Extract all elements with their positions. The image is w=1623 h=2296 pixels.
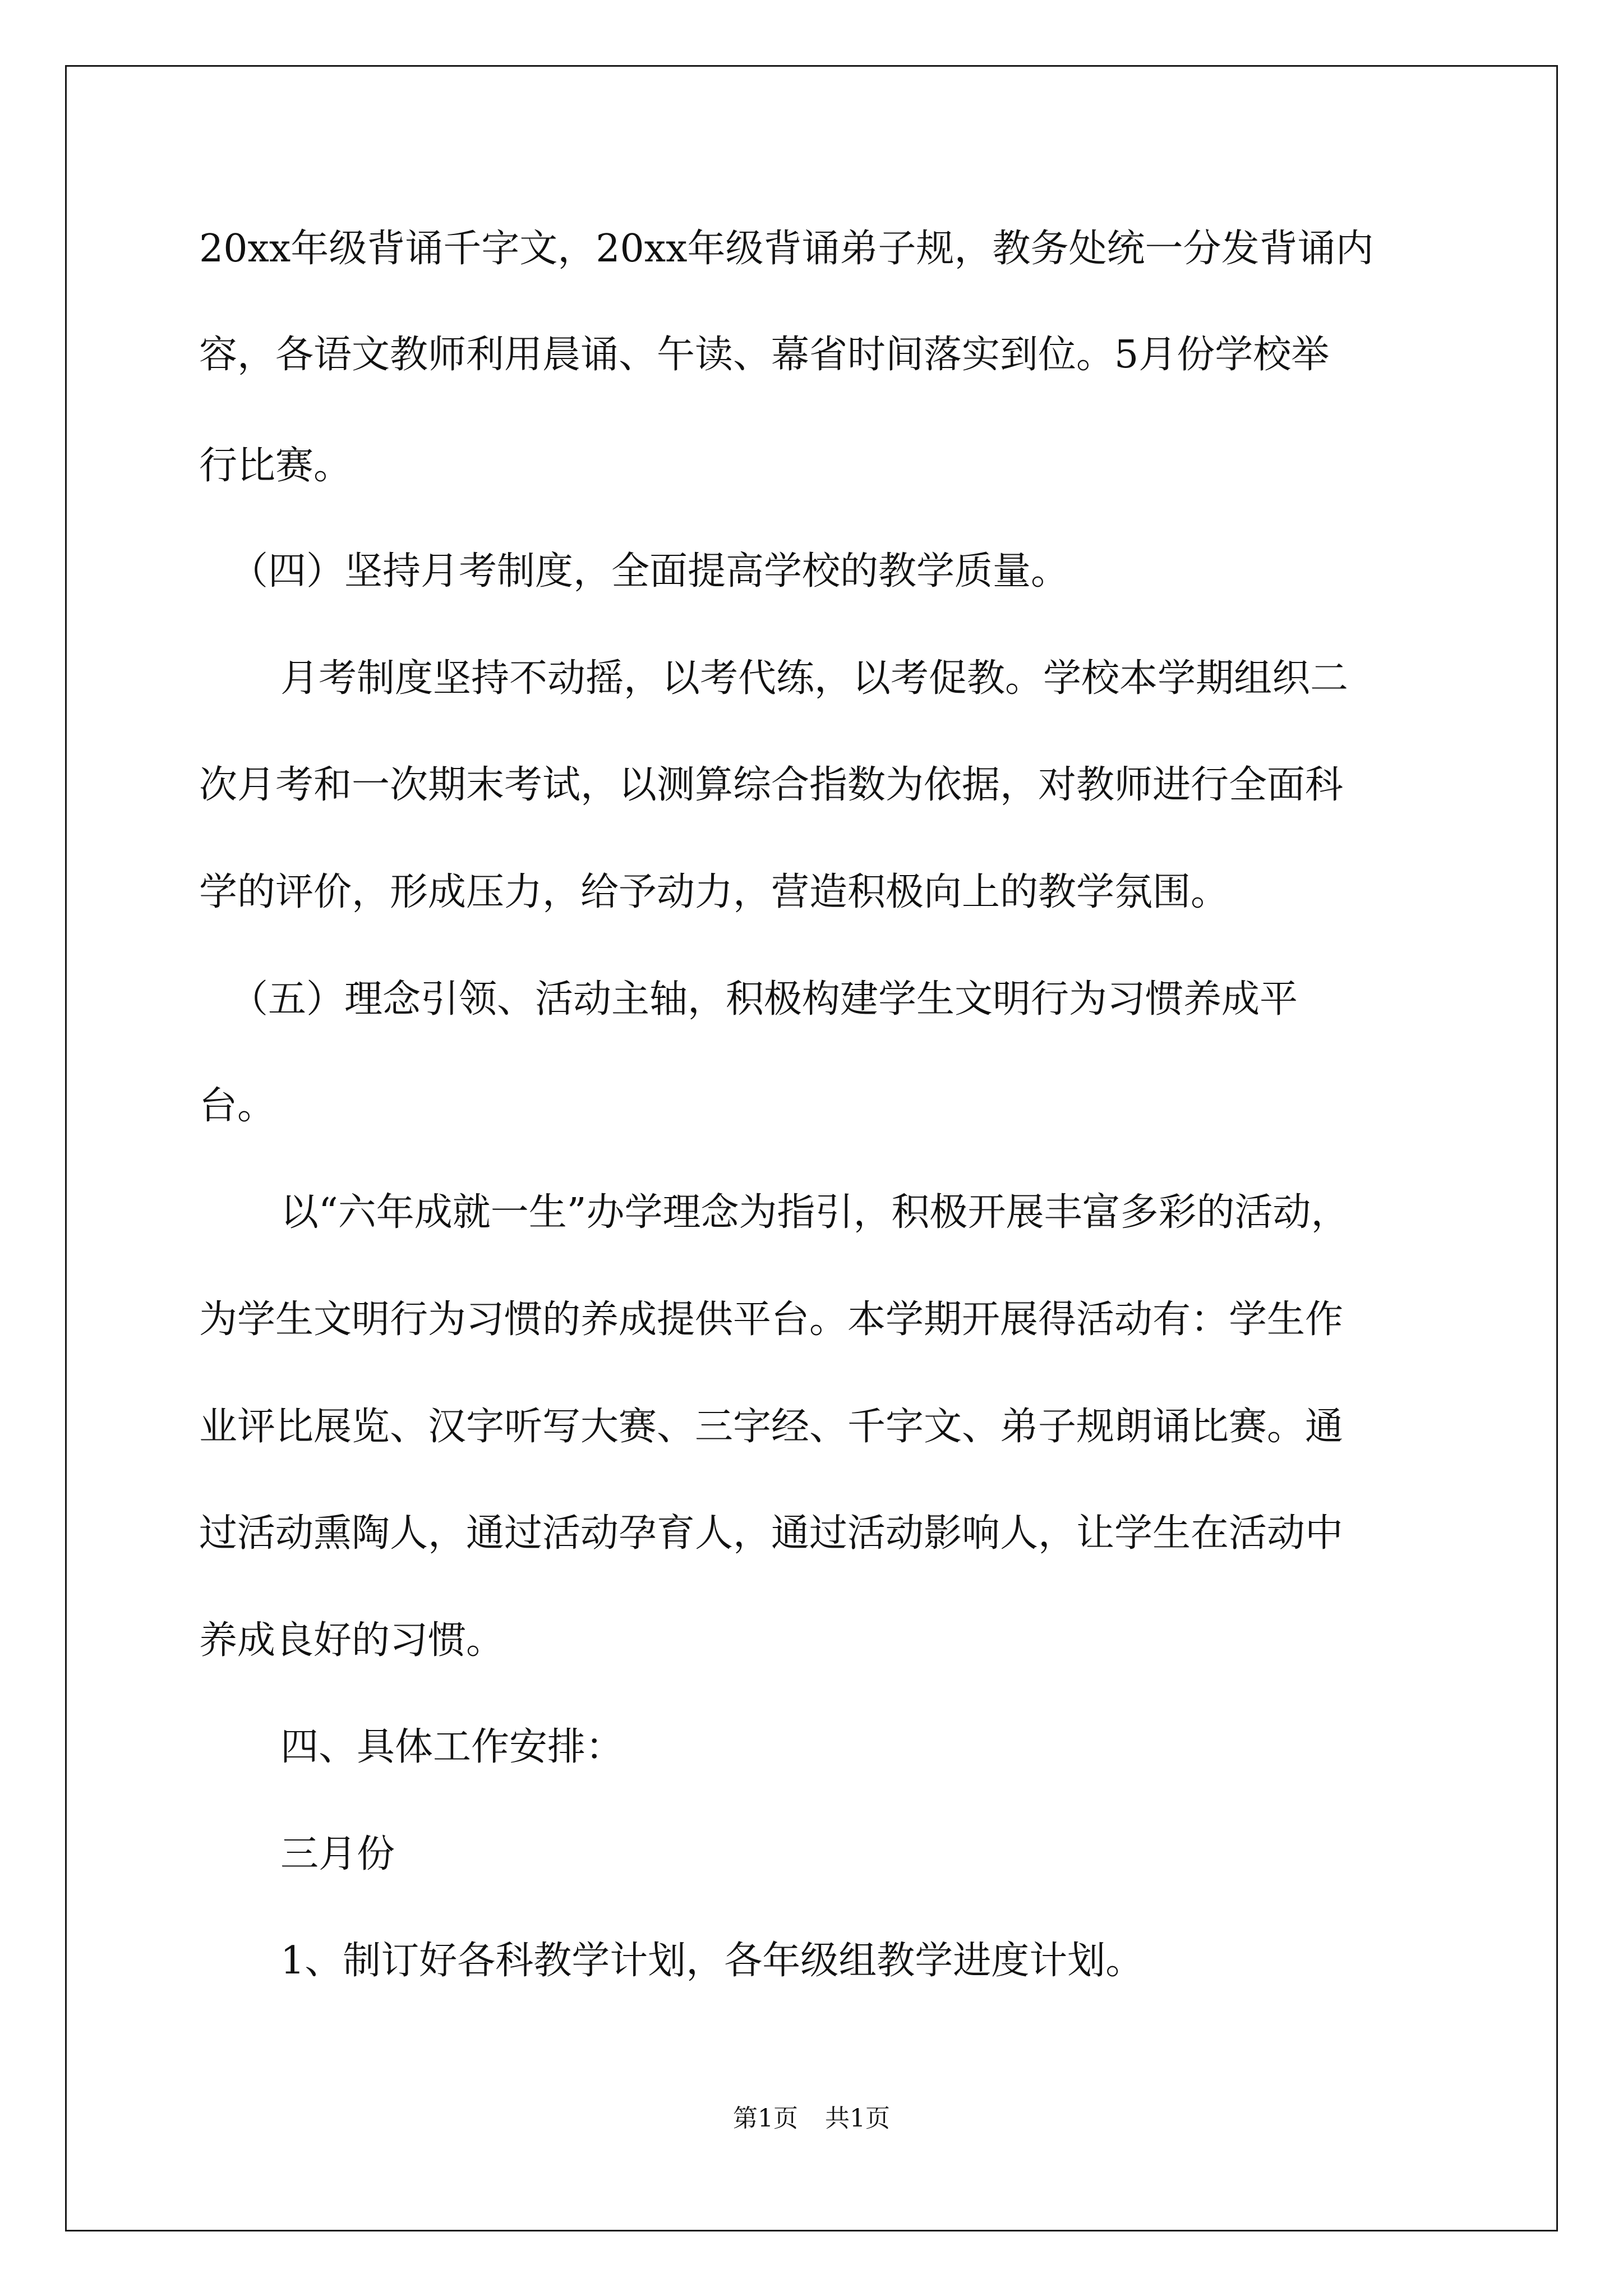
text-line: 为学生文明行为习惯的养成提供平台。本学期开展得活动有：学生作 bbox=[199, 1297, 1344, 1342]
page-number: 第1页 bbox=[733, 2104, 798, 2133]
text-line: 20xx年级背诵千字文，20xx年级背诵弟子规，教务处统一分发背诵内 bbox=[199, 227, 1374, 271]
text-line: 行比赛。 bbox=[199, 444, 352, 488]
text-line: 业评比展览、汉字听写大赛、三字经、千字文、弟子规朗诵比赛。通 bbox=[199, 1405, 1344, 1449]
text-line: 台。 bbox=[199, 1084, 276, 1128]
text-line: 以“六年成就一生”办学理念为指引，积极开展丰富多彩的活动， bbox=[280, 1190, 1349, 1235]
text-line: 养成良好的习惯。 bbox=[199, 1618, 505, 1663]
text-line: 学的评价，形成压力，给予动力，营造积极向上的教学氛围。 bbox=[199, 870, 1229, 914]
text-line: 月考制度坚持不动摇，以考代练，以考促教。学校本学期组织二 bbox=[280, 656, 1349, 701]
text-line: 次月考和一次期末考试，以测算综合指数为依据，对教师进行全面科 bbox=[199, 763, 1344, 807]
section-heading: （四）坚持月考制度，全面提高学校的教学质量。 bbox=[230, 549, 1069, 593]
page-border bbox=[65, 65, 1558, 2231]
text-line: 容，各语文教师利用晨诵、午读、幕省时间落实到位。5月份学校举 bbox=[199, 333, 1330, 377]
section-heading: （五）理念引领、活动主轴，积极构建学生文明行为习惯养成平 bbox=[230, 977, 1298, 1022]
page-footer bbox=[0, 2098, 1623, 2134]
text-line: 过活动熏陶人，通过活动孕育人，通过活动影响人，让学生在活动中 bbox=[199, 1511, 1344, 1556]
subsection-heading: 三月份 bbox=[280, 1832, 395, 1876]
list-item: 1、制订好各科教学计划，各年级组教学进度计划。 bbox=[280, 1939, 1144, 1983]
section-heading: 四、具体工作安排： bbox=[280, 1725, 624, 1769]
page-total: 共1页 bbox=[825, 2104, 890, 2133]
